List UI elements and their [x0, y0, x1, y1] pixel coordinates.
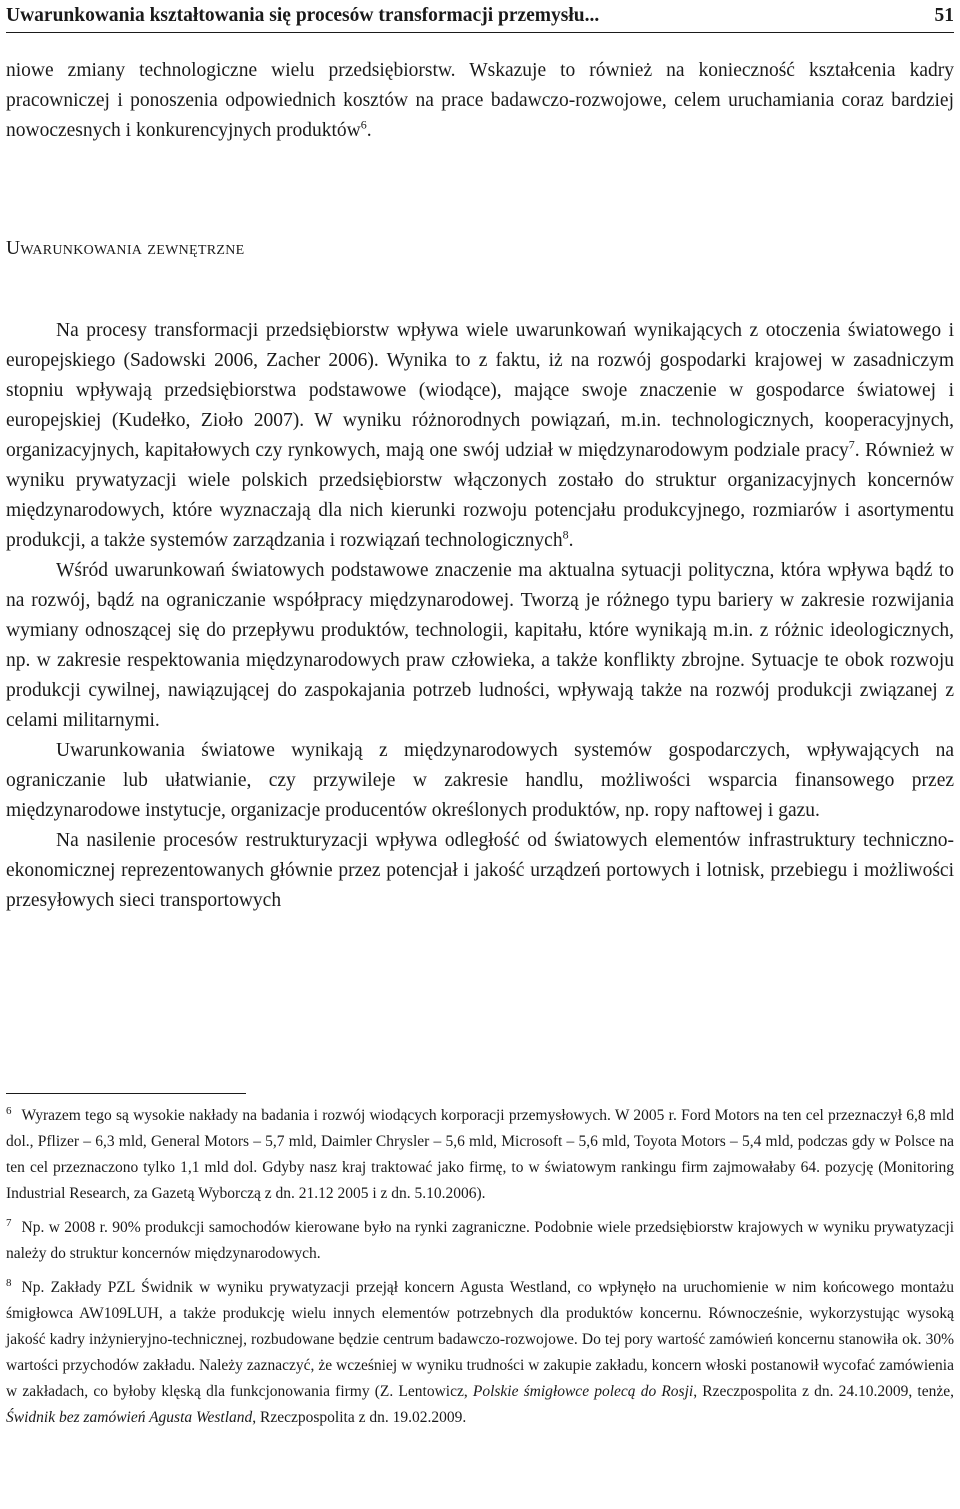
footnotes	[6, 1103, 954, 1439]
footnote-text: , Rzeczpospolita z dn. 24.10.2009, tenże,	[693, 1383, 954, 1400]
footnote-ref-7[interactable]: 7	[848, 437, 855, 452]
footnote-text: , Rzeczpospolita z dn. 19.02.2009.	[252, 1409, 467, 1426]
paragraph-1-part1: Na procesy transformacji przedsiębiorstw wpływa wiele uwarunkowań wynikających z otoczenia światowego i europejskiego (Sadowski 2006, Zacher 2006). Wynika to z faktu, iż na rozwój gospodarki krajowej w zasadniczym stopniu wpływają przedsiębiorstwa podstawowe (wiodące), mające swoje znaczenie w gospodarce światowej i europejskiej (Kudełko, Zioło 2007). W wyniku różnorodnych powiązań, m.in. technologicznych, kooperacyjnych, organizacyjnych, kapitałowych czy rynkowych, mają one swój udział w międzynarodowym podziale pracy	[6, 320, 954, 461]
footnote-number: 8	[6, 1276, 12, 1289]
footnote-separator	[6, 1093, 246, 1094]
intro-paragraph	[6, 56, 954, 146]
footnote-8	[6, 1275, 954, 1431]
header-rule	[6, 32, 954, 33]
paragraph-4: Na nasilenie procesów restrukturyzacji wpływa odległość od światowych elementów infrastruktury techniczno-ekonomicznej reprezentowanych głównie przez potencjał i jakość urządzeń portowych i lotnisk, przebiegu i możliwości przesyłowych sieci transportowych	[6, 830, 954, 911]
footnote-ref-6[interactable]: 6	[360, 117, 367, 132]
footnote-text: Wyrazem tego są wysokie nakłady na badania i rozwój wiodących korporacji przemysłowych. W 2005 r. Ford Motors na ten cel przeznaczył 6,8 mld dol., Pflizer – 6,3 mld, General Motors – 5,7 mld, Daimler Chrysler – 5,6 mld, Microsoft – 5,6 mld, Toyota Motors – 5,4 mld, podczas gdy w Polsce na ten cel przeznaczono tylko 1,1 mld dol. Gdyby nasz kraj traktować jako firmę, to w światowym rankingu firm zajmowałaby 64. pozycję (Monitoring Industrial Research, za Gazetą Wyborczą z dn. 21.12 2005 i z dn. 5.10.2006).	[6, 1107, 954, 1202]
footnote-number: 6	[6, 1104, 12, 1117]
footnote-text: Np. w 2008 r. 90% produkcji samochodów kierowane było na rynki zagraniczne. Podobnie wiele przedsiębiorstw krajowych w wyniku prywatyzacji należy do struktur koncernów międzynarodowych.	[6, 1219, 954, 1262]
paragraph-1-part2: . Również w wyniku prywatyzacji wiele polskich przedsiębiorstw włączonych zostało do struktur organizacyjnych koncernów międzynarodowych, które wyznaczają dla nich kierunki rozwoju potencjału produkcyjnego, rozmiarów i asortymentu produkcji, a także systemów zarządzania i rozwiązań technologicznych	[6, 440, 954, 551]
footnote-ref-8[interactable]: 8	[562, 527, 569, 542]
paragraph-1	[6, 316, 954, 556]
cited-title: Polskie śmigłowce polecą do Rosji	[472, 1383, 694, 1400]
page-number: 51	[934, 5, 954, 26]
main-body	[6, 316, 954, 916]
running-header	[6, 2, 954, 30]
running-header-title: Uwarunkowania kształtowania się procesów transformacji przemysłu...	[6, 5, 600, 26]
footnote-number: 7	[6, 1216, 12, 1229]
footnote-6	[6, 1103, 954, 1207]
paragraph-2: Wśród uwarunkowań światowych podstawowe znaczenie ma aktualna sytuacji polityczna, która wpływa bądź to na rozwój, bądź na ograniczanie współpracy międzynarodowej. Tworzą je różnego typu bariery w zakresie rozwijania wymiany odnoszącej się do przepływu produktów, technologii, kapitału, które wynikają m.in. z różnic ideologicznych, np. w zakresie respektowania międzynarodowych praw człowieka, a także konflikty zbrojne. Sytuacje te obok rozwoju produkcji cywilnej, nawiązującej do zaspokajania potrzeb ludności, wpływają także na rozwój produkcji związanej z celami militarnymi.	[6, 560, 954, 731]
intro-paragraph-text: niowe zmiany technologiczne wielu przedsiębiorstw. Wskazuje to również na konieczność kształcenia kadry pracowniczej i ponoszenia odpowiednich kosztów na prace badawczo-rozwojowe, celem uruchamiania coraz bardziej nowoczesnych i konkurencyjnych produktów	[6, 60, 954, 141]
footnote-text: Np. Zakłady PZL Świdnik w wyniku prywatyzacji przejął koncern Agusta Westland, co wpłynęło na uruchomienie w nim końcowego montażu śmigłowca AW109LUH, a także produkcję wielu innych elementów potrzebnych dla produktów koncernu. Równocześnie, wykorzystując wysoką jakość kadry inżynieryjno-technicznej, rozbudowane będzie centrum badawczo-rozwojowe. Do tej pory wartość zamówień koncernu stanowiła ok. 30% wartości przychodów zakładu. Należy zaznaczyć, że wcześniej w wyniku trudności w zakupie zakładu, koncern włoski postanowił wycofać zamówienia w zakładach, co byłoby klęską dla funkcjonowania firmy (Z. Lentowicz,	[6, 1279, 954, 1400]
footnote-7	[6, 1215, 954, 1267]
section-heading: Uwarunkowania zewnętrzne	[6, 238, 245, 259]
cited-title: Świdnik bez zamówień Agusta Westland	[6, 1409, 253, 1426]
paragraph-3: Uwarunkowania światowe wynikają z międzynarodowych systemów gospodarczych, wpływających na ograniczanie lub ułatwianie, czy przywileje w zakresie handlu, możliwości wsparcia finansowego przez międzynarodowe instytucje, organizacje producentów określonych produktów, np. ropy naftowej i gazu.	[6, 740, 954, 821]
intro-paragraph-tail: .	[366, 120, 372, 141]
paragraph-1-tail: .	[568, 530, 574, 551]
